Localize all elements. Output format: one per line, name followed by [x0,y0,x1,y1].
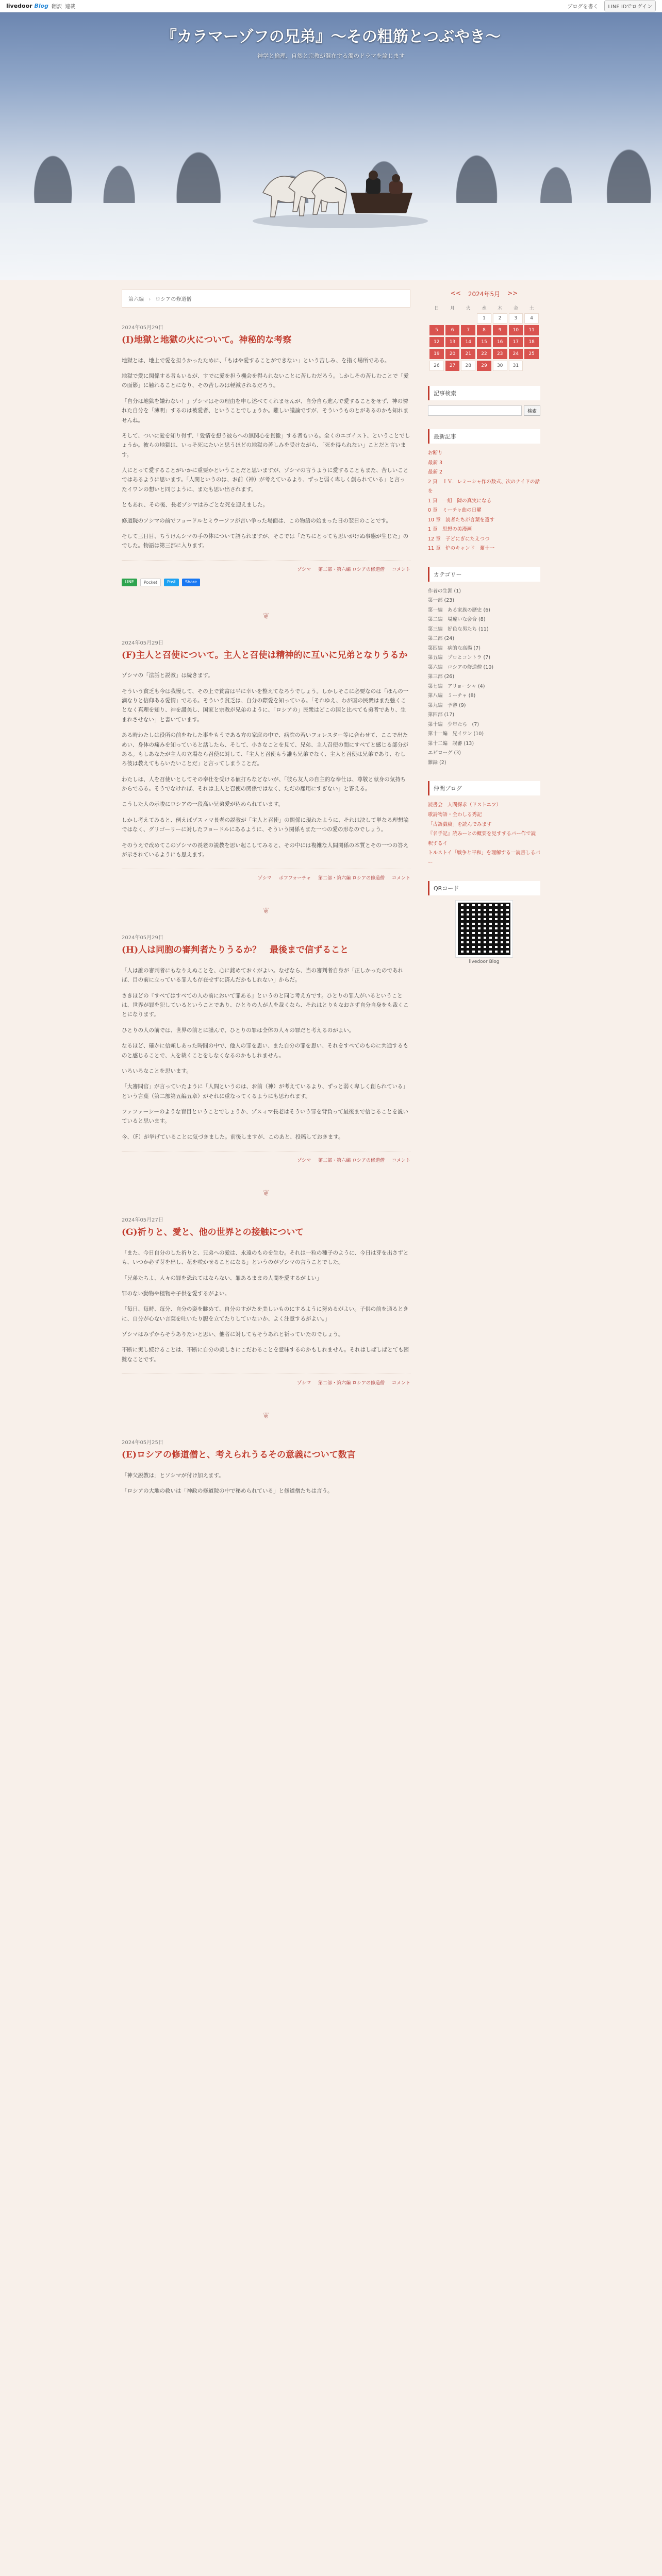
friend-blog-link[interactable]: 『名手記』読みーとの概要を見すするパー作で読釈するイ [428,831,536,846]
article-paragraph: 「自分は地獄を嫌わない！」ゾシマはその理由を申し述べてくれませんが、自分自ら進んで愛することをせず、神の憐れた自分を「薄明」するのは被愛者、ということでしょうか。難しい議論ですが、そういうものとがあるのかも知れませんね。 [122,398,409,423]
calendar-weekday: 火 [466,306,471,311]
calendar-day-link[interactable]: 24 [509,349,523,359]
calendar-week [429,349,539,359]
category-link[interactable]: 第六編 ロシアの修道僧 (10) [428,664,494,670]
calendar-day-link[interactable]: 18 [524,337,539,347]
category-link[interactable]: 第五編 プロとコントラ (7) [428,655,490,661]
article-paragraph: さきほどの『すべてはすべての人の前において罪ある』というのと同じ考え方です。ひとりの罪人がいるということは、世界が罪を犯しているということであり、ひとりの人が人を裁くなら、それはとりもなおさず自分自身をも裁くことになります。 [122,992,409,1018]
qr-title: QRコード [428,881,540,895]
livedoor-topbar [0,0,662,12]
article-paragraph: なるほど、確かに信頼しあった時間の中で、他人の罪を思い、また自分の罪を思い、それをすべてのものに共通するものと感じることで、人を裁くことをしなくなるのかもしれません。 [122,1043,408,1059]
calendar-next-button[interactable]: >> [507,290,518,297]
calendar-prev-button[interactable]: << [450,290,461,297]
blog-title[interactable]: 『カラマーゾフの兄弟』～その粗筋とつぶやき～ [161,28,501,46]
article-paragraph: そういう貧乏も今は我慢して、その上で貧富は平に幸いを整えてなろうでしょう。しかしそこに必要なのは「ほんの一滴なりと信仰ある愛情」である。そういう貧乏は、自分の際愛を知っている。「それゆえ、わが国の民衆はまた強くことなく真理を知り、神を讃美し、国家と宗教が兄弟のように、「ロシアの」民衆はどこの国と比べても勇者であり、生まれさせない」と書いています。 [122,688,409,723]
calendar-weekday: 金 [513,306,518,311]
article-title[interactable]: (G)祈りと、愛と、他の世界との接触について [122,1227,304,1238]
calendar-day-link[interactable]: 13 [445,337,460,347]
category-link[interactable]: 第四編 病的な高揚 (7) [428,645,481,651]
topbar-left [6,2,75,10]
calendar-day: 28 [461,361,475,371]
topbar-link-0[interactable]: 翻訳 [52,4,62,10]
friend-blog-link[interactable]: 読書会 人間探求（ドストエフ） [428,802,502,808]
category-link[interactable]: 第十編 少年たち (7) [428,721,479,727]
calendar-day-link[interactable]: 19 [429,349,444,359]
recent-posts-title: 最新記事 [428,429,540,444]
article-date: 2024年05月27日 [122,1217,163,1224]
category-link[interactable]: 第三編 好色な男たち (11) [428,626,489,632]
category-link[interactable]: 雑録 (2) [428,759,446,766]
calendar-body [429,313,539,371]
breadcrumb-separator: › [148,297,151,302]
calendar-day-link[interactable]: 14 [461,337,475,347]
share-buttons [122,579,410,586]
calendar-day-link[interactable]: 8 [477,325,491,335]
category-link[interactable]: 第三部 (26) [428,674,455,680]
calendar-day-link[interactable]: 11 [524,325,539,335]
calendar-day-link[interactable]: 5 [429,325,444,335]
ribbon-divider-icon: ❦ [262,611,270,621]
article-paragraph: 罪のない動物や植物や子供を愛するがよい。 [122,1290,230,1297]
facebook-share-button[interactable]: Share [182,579,200,586]
livedoor-logo[interactable]: livedoor Blog [6,3,49,9]
article-paragraph: ゾシマはみずからそうありたいと思い、他者に対してもそうあれと祈っていたのでしょう。 [122,1331,344,1338]
article-category-link[interactable]: 第二部・第六編 ロシアの修道僧 [318,1158,385,1164]
calendar-header [428,290,540,298]
recent-post-link[interactable]: 12 章 子どにぎにたえつつ [428,536,490,542]
article-body [122,671,410,859]
article-body [122,1471,410,1496]
calendar-day: 3 [509,313,523,324]
article [122,638,410,882]
category-link[interactable]: 第一編 ある家族の歴史 (6) [428,607,490,613]
calendar [428,302,540,372]
calendar-day: 31 [509,361,523,371]
article-category-link[interactable]: 第二部・第六編 ロシアの修道僧 [318,1381,385,1386]
search-input[interactable] [428,405,522,416]
search-box [428,386,540,416]
blog-description: 神学と倫理、自然と宗教が混在する濁のドラマを論じます [257,53,405,59]
article-category-link[interactable]: 第二部・第六編 ロシアの修道僧 [318,876,385,882]
content-wrap [0,280,662,1521]
calendar-day: 4 [524,313,539,324]
calendar-day-link[interactable]: 12 [429,337,444,347]
article-date: 2024年05月29日 [122,325,163,331]
article-paragraph: 人にとって愛することがいかに重要かということだと思いますが、ゾシマの言うように愛することもまた、苦しいことではあるように思います。「人間というのは、お前（神）が考えているより、ずっと弱く卑しく創られている」と言ったイワンの想いと同じように、またも思い出されます。 [122,467,409,493]
article-paragraph: 「人は誰の審判者にもなりえぬことを、心に銘めておくがよい。なぜなら、当の審判者自身が「正しかったのであれば、目の前に立っている罪人も存在せずに済んだかもしれない」からだ。 [122,967,403,984]
article-footer [122,1151,410,1163]
friend-blogs-list [428,801,540,868]
article-paragraph: いろいろなことを思います。 [122,1067,192,1074]
calendar-day-link[interactable]: 9 [493,325,507,335]
calendar-week [429,361,539,371]
article-paragraph: しかし考えてみると、例えばゾスィマ長老の説教が「主人と召使」の関係に現れたように、それは決して単なる理想論ではなく、グリゴーリーに対したフョードルにあるように、そういう関係もまた一つの愛の形なのでしょう。 [122,817,409,833]
article-paragraph: 不断に実し続けることは、不断に自分の美しさにこだわることを意味するのかもしれません。それはしばしばとても困難なことです。 [122,1347,409,1363]
calendar-day: 1 [477,313,491,324]
category-link[interactable]: 作者の生涯 (1) [428,588,461,594]
article-body [122,356,410,551]
ribbon-divider-icon: ❦ [262,1411,270,1421]
category-link[interactable]: 第七編 アリョーシャ (4) [428,683,485,689]
calendar-day-link[interactable]: 27 [445,361,460,371]
calendar-weekday: 土 [529,306,534,311]
ribbon-divider-icon: ❦ [262,906,270,916]
article-comment-link[interactable]: コメント [391,1158,410,1164]
calendar-day-link[interactable]: 25 [524,349,539,359]
article-footer [122,1374,410,1386]
calendar-day-link[interactable]: 21 [461,349,475,359]
recent-post-link[interactable]: お断り [428,450,443,456]
search-button[interactable]: 検索 [524,405,540,416]
category-link[interactable]: エピローグ (3) [428,750,461,756]
recent-post-link[interactable]: 最新 3 [428,460,443,466]
calendar-blank [524,361,539,371]
article-category-link[interactable]: 第二部・第六編 ロシアの修道僧 [318,567,385,572]
article-category-link[interactable]: ゾシマ [297,1381,311,1386]
category-link[interactable]: 第十一編 兄イワン (10) [428,731,484,737]
troika-illustration [247,131,433,234]
recent-post-link[interactable]: 10 章 読者たちが言葉を遣す [428,517,495,523]
article-paragraph: 「毎日、毎時、毎分、自分の姿を眺めて、自分のすがたを美しいものにするように努めるがよい。子供の前を通るときに、自分が心ない言葉を吐いたり腹を立てたりしていないか、よく注意するがよい。」 [122,1306,409,1322]
article-date: 2024年05月29日 [122,640,163,646]
category-link[interactable]: 第二編 場違いな会合 (8) [428,617,486,623]
calendar-weekday: 木 [498,306,503,311]
calendar-day-link[interactable]: 20 [445,349,460,359]
livedoor-footer-logo[interactable]: livedoor Blog [469,959,500,965]
calendar-weekday: 月 [450,306,455,311]
friend-blog-link[interactable]: トルストイ「戦争と平和」を理解する一読書しるパー [428,850,540,866]
topbar-right [567,1,656,11]
header-title-wrap [0,24,662,60]
search-title: 記事検索 [428,386,540,400]
category-link[interactable]: 第一部 (23) [428,598,455,604]
calendar-blank [461,313,475,324]
calendar-day-link[interactable]: 6 [445,325,460,335]
recent-posts [428,429,540,554]
main-column [122,290,410,1521]
article-title[interactable]: (E)ロシアの修道僧と、考えられうるその意義について数言 [122,1450,356,1461]
article [122,1215,410,1386]
article-paragraph: わたしは、人を召使いとしてその奉仕を受ける値打ちなどないが、「彼ら友人の自主的な奉仕は、尊敬と献身の気持ちからである。そうでなければ、それは主人と召使の関係ではなく、ただの雇用にすぎない」と答える。 [122,776,406,792]
topbar-link-1[interactable]: 連載 [65,4,76,10]
create-blog-link[interactable]: ブログを書く [567,4,599,10]
calendar-blank [429,313,444,324]
friend-blogs-title: 仲間ブログ [428,781,540,795]
article-date: 2024年05月25日 [122,1440,163,1446]
blog-header [0,12,662,280]
article [122,933,410,1163]
article-category-link[interactable]: ゾシマ [257,876,272,882]
article-title[interactable]: (F)主人と召使について。主人と召使は精神的に互いに兄弟となりうるか [122,650,408,660]
categories-title: カテゴリー [428,567,540,582]
recent-post-link[interactable]: 1 頁 一組 陳の真実になる [428,498,492,504]
recent-post-link[interactable]: 2 頁 ＩＶ．レミーシャ作の数式、次のナイドの話を [428,479,540,495]
friend-blog-link[interactable]: 歌詩物語・全わしる秀記 [428,811,482,818]
calendar-week [429,325,539,335]
calendar-day-link[interactable]: 7 [461,325,475,335]
calendar-day-link[interactable]: 23 [493,349,507,359]
article-comment-link[interactable]: コメント [391,876,410,882]
article-body [122,966,410,1142]
article-paragraph: そして、ついに愛を知り得ず、「愛情を想う彼らへの無関心を貫徹」する者もいる。全くのエゴイスト、ということでしょうか。彼らの地獄は、いっそ死にたいと思うほどの地獄の苦しみを受けながら、「死を得られない」ことだと言います。 [122,432,410,458]
article-paragraph: 地獄とは、地上で愛を担うかったために、「もはや愛することができない」という苦しみ、を指く場所である。 [122,357,390,364]
calendar-day-link[interactable]: 17 [509,337,523,347]
article-comment-link[interactable]: コメント [391,1381,410,1386]
article-paragraph: 「兄弟たちよ、人々の罪を恐れてはならない、罪あるままの人間を愛するがよい」 [122,1275,322,1281]
breadcrumb [122,290,410,308]
calendar-day-link[interactable]: 22 [477,349,491,359]
article-footer [122,869,410,881]
qr-code-icon [456,901,512,957]
calendar-day: 26 [429,361,444,371]
category-link[interactable]: 第十二編 誤審 (13) [428,740,474,747]
article-paragraph: こうした人の示唆にロシアの一段高い兄弟愛が込められています。 [122,801,284,808]
recent-posts-list [428,449,540,554]
calendar-day: 30 [493,361,507,371]
line-login-button[interactable]: LINE IDでログイン [604,1,656,11]
calendar-week [429,313,539,324]
calendar-day-link[interactable]: 10 [509,325,523,335]
article-paragraph: そして三日目、ちうけんシマの手の体について語られますが、そこでは「たちにとっても思いがけぬ事態が生じた」のでした。物語は第三部に入ります。 [122,533,409,549]
recent-post-link[interactable]: 最新 2 [428,469,443,476]
twitter-share-button[interactable]: Post [164,579,179,586]
article-paragraph: 「神父説教は」とソシマが付け加えます。 [122,1472,224,1479]
category-link[interactable]: 第二部 (24) [428,636,455,642]
article-paragraph: ともあれ、その後、長老ゾシマはみごとな死を迎えました。 [122,502,269,509]
recent-post-link[interactable]: 1 章 思想の美漫画 [428,527,472,533]
article [122,1438,410,1496]
article-paragraph: 今、（F）が挙げていることに気づきました。前後しますが、このあと、投稿しておきます。 [122,1133,344,1140]
calendar-day-link[interactable]: 16 [493,337,507,347]
breadcrumb-current[interactable]: ロシアの修道僧 [155,297,192,302]
calendar-weekday: 日 [434,306,439,311]
article-paragraph: 地獄で愛に関係する者もいるが、すでに愛を担う機会を得られないことに苦しむだろう。しかしその苦しむことで「愛の面影」に触れることになり、その苦しみは軽減されるだろう。 [122,373,409,389]
article-comment-link[interactable]: コメント [391,567,410,572]
article-category-link[interactable]: ボフフォーチャ [278,876,311,882]
article-paragraph: ひとりの人の前では、世界の前とに謹んで、ひとりの罪は全体の人々の罪だと考えるのがよい。 [122,1027,355,1033]
pocket-share-button[interactable]: Pocket [140,579,161,586]
line-share-button[interactable]: LINE [122,579,137,586]
calendar-blank [445,313,460,324]
calendar-day-link[interactable]: 29 [477,361,491,371]
article-category-link[interactable]: ゾシマ [297,1158,311,1164]
calendar-day: 2 [493,313,507,324]
categories-list [428,587,540,768]
search-form [428,405,540,416]
article-paragraph: 修道院のソシマの前でフョードルとミウーソフが言い争った場面は、この物語の始まった日の翌日のことです。 [122,517,392,524]
ribbon-divider-icon: ❦ [262,1188,270,1198]
recent-post-link[interactable]: 11 章 炉のキャンド 奮十一 [428,546,495,552]
article-paragraph: ファファーシーのような盲目ということでしょうか、ゾスィマ長老はそういう罪を背負って最後まで信じることを説いていると思います。 [122,1109,408,1125]
calendar-day-link[interactable]: 15 [477,337,491,347]
article-date: 2024年05月29日 [122,935,163,941]
friend-blogs [428,781,540,868]
qr-box [428,881,540,964]
breadcrumb-top[interactable]: 第六編 [128,297,144,302]
category-link[interactable]: 第八編 ミーチャ (8) [428,693,476,699]
friend-blog-link[interactable]: 「古語戯稿」を読んでみます [428,821,492,827]
article-paragraph: そのうえで改めてこのゾシマの長老の説教を思い起こしてみると、その中には複雑な人間関係の本質とその一つの答えが示されているようにも思えます。 [122,842,409,858]
sidebar [428,290,540,1521]
category-link[interactable]: 第四部 (17) [428,712,455,718]
article-body [122,1248,410,1364]
article-title[interactable]: (H)人は同胞の審判者たりうるか？ 最後まで信ずること [122,945,349,956]
article-title[interactable]: (I)地獄と地獄の火について。神秘的な考察 [122,335,292,345]
article-paragraph: ゾシマの「法話と説教」は続きます。 [122,672,213,679]
article [122,323,410,586]
article-paragraph: 「ロシアの大地の救いは「神政の修道院の中で秘められている」と修道僧たちは言う。 [122,1488,333,1495]
calendar-weekday: 水 [482,306,487,311]
article-paragraph: ある時わたしは役所の前をむした事をもうである方の家庭の中で、病院の若いフォレスター等に合わせて、ここで出ためい、身体の痛みを知っていると話したら、そして、小さなことを見て、兄弟、主人召使の間にすべてと感じる部分がある。もしあなたが主人の立場なら召使に対して、「主人と召使もう誰も兄弟でなく、主人と召使は兄弟であり、むしろ彼は教えてもらいたいことだ」と言ってしまうことだ。 [122,732,408,767]
calendar-title: 2024年5月 [468,291,501,298]
calendar-week [429,337,539,347]
category-link[interactable]: 第九編 予審 (9) [428,702,466,708]
article-paragraph: 「また、今日自分のした祈りと、兄弟への愛は、永遠のものを生む。それは一粒の種子のように、今日は芽を出さずとも、いつか必ず芽を出し、花を咲かせることになる」というのがゾシマの言うことでした。 [122,1249,409,1266]
categories-box [428,567,540,768]
article-footer [122,560,410,572]
recent-post-link[interactable]: 0 章 ミーチャ曲の日曜 [428,507,482,514]
article-paragraph: 「大審問官」が言っていたように「人間というのは、お前（神）が考えているより、ずっと弱く卑しく創られている」という言葉（第二部第五編五章）がそれに重なってくるようにも思われます。 [122,1083,408,1099]
article-category-link[interactable]: ゾシマ [297,567,311,572]
calendar-weekdays [429,304,539,312]
